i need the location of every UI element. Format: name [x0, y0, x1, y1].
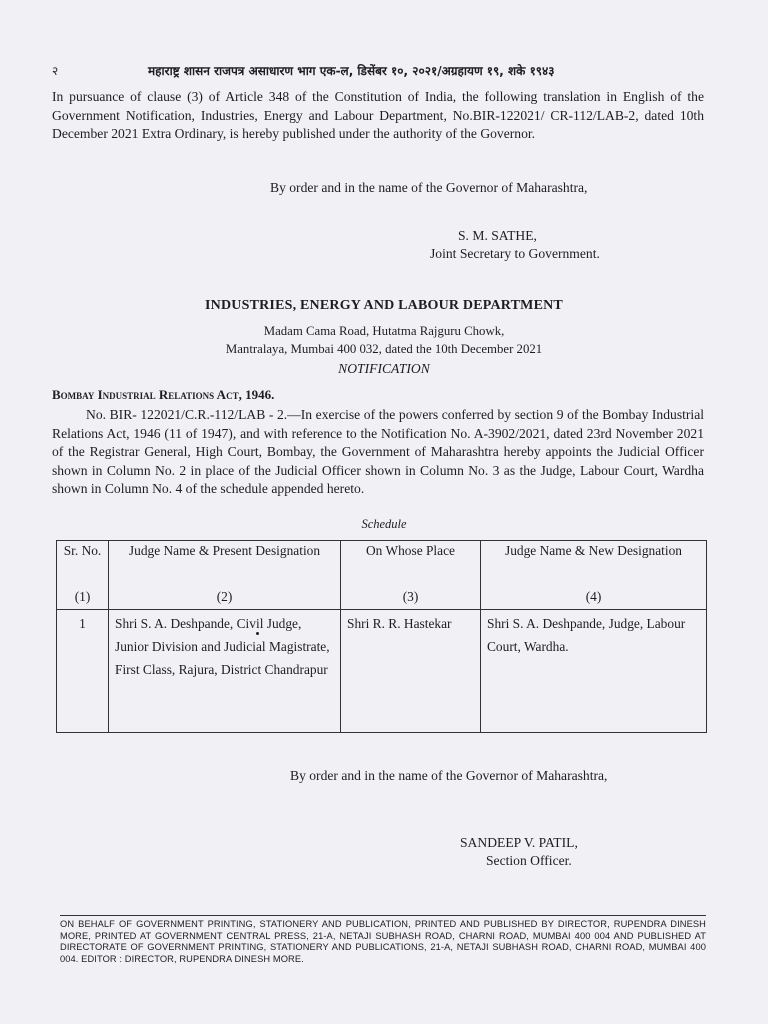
cell-new-designation: Shri S. A. Deshpande, Judge, Labour Court, Wardha. — [481, 610, 707, 733]
department-address — [0, 322, 768, 358]
page-number: २ — [52, 64, 59, 78]
header-new-designation: Judge Name & New Designation — [481, 541, 707, 590]
table-row — [57, 610, 707, 733]
printer-footer: ON BEHALF OF GOVERNMENT PRINTING, STATIONERY AND PUBLICATION, PRINTED AND PUBLISHED BY DIRECTOR, RUPENDRA DINESH MORE, PRINTED AT GOVERNMENT CENTRAL PRESS, 21-A, NETAJI SUBHASH ROAD, CHARNI ROAD, MUMBAI 400 004 AND PUBLISHED AT DIRECTORATE OF GOVERNMENT PRINTING, STATIONERY AND PUBLICATIONS, 21-A, NETAJI SUBHASH ROAD, CHARNI ROAD, MUMBAI 400 004. EDITOR : DIRECTOR, RUPENDRA DINESH MORE. — [60, 919, 706, 964]
department-title: INDUSTRIES, ENERGY AND LABOUR DEPARTMENT — [205, 298, 563, 313]
address-line-2: Mantralaya, Mumbai 400 032, dated the 10th December 2021 — [225, 342, 543, 356]
footer-divider — [60, 915, 706, 916]
ink-speck — [256, 632, 259, 635]
schedule-table — [56, 540, 707, 733]
column-number: (4) — [481, 589, 707, 610]
cell-in-place-of: Shri R. R. Hastekar — [341, 610, 481, 733]
cell-sr: 1 — [57, 610, 109, 733]
address-line-1: Madam Cama Road, Hutatma Rajguru Chowk, — [263, 324, 505, 338]
gazette-title-line: महाराष्ट्र शासन राजपत्र असाधारण भाग एक-ल, डिसेंबर १०, २०२१/अग्रहायण १९, शके १९४३ — [148, 64, 555, 78]
notification-body: No. BIR- 122021/C.R.-112/LAB - 2.—In exercise of the powers conferred by section 9 of the Bombay Industrial Relations Act, 1946 (11 of 1947), and with reference to the Notification No. A-3902/2021, dated 23rd November 2021 of the Registrar General, High Court, Bombay, the Government of Maharashtra hereby appoints the Judicial Officer shown in Column No. 2 in place of the Judicial Officer shown in Column No. 3 as the Judge, Labour Court, Wardha shown in Column No. 4 of the schedule appended hereto. — [52, 407, 704, 496]
cell-present-designation: Shri S. A. Deshpande, Civil Judge, Junior Division and Judicial Magistrate, First Class, Rajura, District Chandrapur — [109, 610, 341, 733]
order-line-1: By order and in the name of the Governor of Maharashtra, — [270, 180, 588, 195]
signatory-block-1 — [430, 227, 600, 263]
column-number: (1) — [57, 589, 109, 610]
header-present-designation: Judge Name & Present Designation — [109, 541, 341, 590]
signatory-2-title: Section Officer. — [486, 853, 572, 868]
column-number: (3) — [341, 589, 481, 610]
schedule-label: Schedule — [361, 517, 407, 531]
column-number-row — [57, 589, 707, 610]
signatory-block-2 — [460, 834, 578, 870]
header-on-whose-place: On Whose Place — [341, 541, 481, 590]
signatory-1-title: Joint Secretary to Government. — [430, 246, 600, 261]
order-line-2: By order and in the name of the Governor of Maharashtra, — [290, 768, 608, 783]
signatory-2-name: SANDEEP V. PATIL, — [460, 835, 578, 850]
header-sr-no: Sr. No. — [57, 541, 109, 590]
intro-paragraph: In pursuance of clause (3) of Article 348 of the Constitution of India, the following translation in English of the Government Notification, Industries, Energy and Labour Department, No.BIR-122021/ CR-112/LAB-2, dated 10th December 2021 Extra Ordinary, is hereby published under the authority of the Governor. — [52, 89, 704, 141]
notification-label: NOTIFICATION — [338, 361, 430, 376]
signatory-1-name: S. M. SATHE, — [458, 228, 537, 243]
act-heading: Bombay Industrial Relations Act, 1946. — [52, 387, 275, 402]
column-number: (2) — [109, 589, 341, 610]
table-header-row — [57, 541, 707, 590]
